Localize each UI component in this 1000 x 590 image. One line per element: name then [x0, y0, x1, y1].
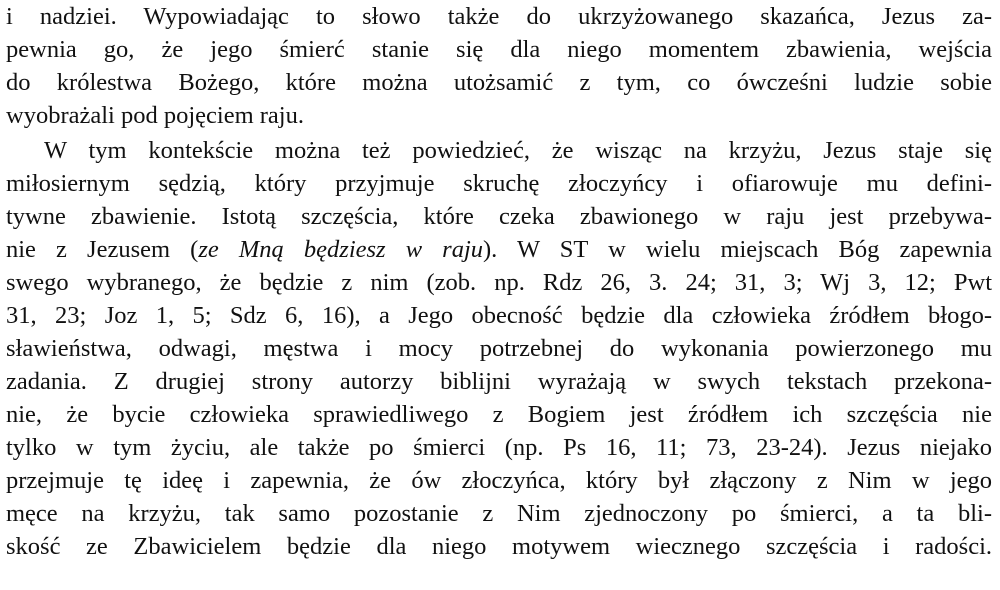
text-segment: nie, że bycie człowieka sprawiedliwego z Bogiem jest źródłem ich szczęścia nie — [6, 401, 992, 428]
text-segment: nie z Jezusem ( — [6, 236, 199, 263]
text-segment: ). W ST w wielu miejscach Bóg zapewnia — [483, 236, 992, 263]
text-segment: i nadziei. Wypowiadając to słowo także do ukrzyżowanego skazańca, Jezus za- — [6, 3, 992, 30]
text-segment: skość ze Zbawicielem będzie dla niego motywem wiecznego szczęścia i radości. — [6, 533, 992, 560]
text-segment: W tym kontekście można też powiedzieć, że wisząc na krzyżu, Jezus staje się — [44, 137, 992, 164]
text-line — [6, 299, 992, 332]
text-line — [6, 497, 992, 530]
text-line — [6, 33, 992, 66]
text-line — [6, 167, 992, 200]
text-line — [6, 464, 992, 497]
text-line — [6, 332, 992, 365]
text-segment: swego wybranego, że będzie z nim (zob. np. Rdz 26, 3. 24; 31, 3; Wj 3, 12; Pwt — [6, 269, 992, 296]
text-segment: pewnia go, że jego śmierć stanie się dla niego momentem zbawienia, wejścia — [6, 36, 992, 63]
text-segment: do królestwa Bożego, które można utożsamić z tym, co ówcześni ludzie sobie — [6, 69, 992, 96]
text-line — [6, 398, 992, 431]
text-line — [6, 431, 992, 464]
text-line — [6, 200, 992, 233]
text-segment: tylko w tym życiu, ale także po śmierci (np. Ps 16, 11; 73, 23-24). Jezus niejako — [6, 434, 992, 461]
text-segment: tywne zbawienie. Istotą szczęścia, które czeka zbawionego w raju jest przebywa- — [6, 203, 992, 230]
text-line — [6, 66, 992, 99]
italic-quote: ze Mną będziesz w raju — [198, 236, 484, 263]
text-segment: sławieństwa, odwagi, męstwa i mocy potrzebnej do wykonania powierzonego mu — [6, 335, 992, 362]
text-segment: zadania. Z drugiej strony autorzy biblijni wyrażają w swych tekstach przekona- — [6, 368, 992, 395]
text-line — [6, 99, 992, 132]
text-line — [6, 0, 992, 33]
text-segment: 31, 23; Joz 1, 5; Sdz 6, 16), a Jego obecność będzie dla człowieka źródłem błogo- — [6, 302, 992, 329]
paragraph-first-line — [44, 134, 992, 167]
text-line — [6, 233, 992, 266]
text-line — [6, 530, 992, 563]
text-segment: przejmuje tę ideę i zapewnia, że ów złoczyńca, który był złączony z Nim w jego — [6, 467, 992, 494]
text-segment: miłosiernym sędzią, który przyjmuje skruchę złoczyńcy i ofiarowuje mu defini- — [6, 170, 992, 197]
text-line — [6, 266, 992, 299]
text-segment: wyobrażali pod pojęciem raju. — [6, 102, 304, 129]
text-segment: męce na krzyżu, tak samo pozostanie z Nim zjednoczony po śmierci, a ta bli- — [6, 500, 992, 527]
text-line — [6, 365, 992, 398]
